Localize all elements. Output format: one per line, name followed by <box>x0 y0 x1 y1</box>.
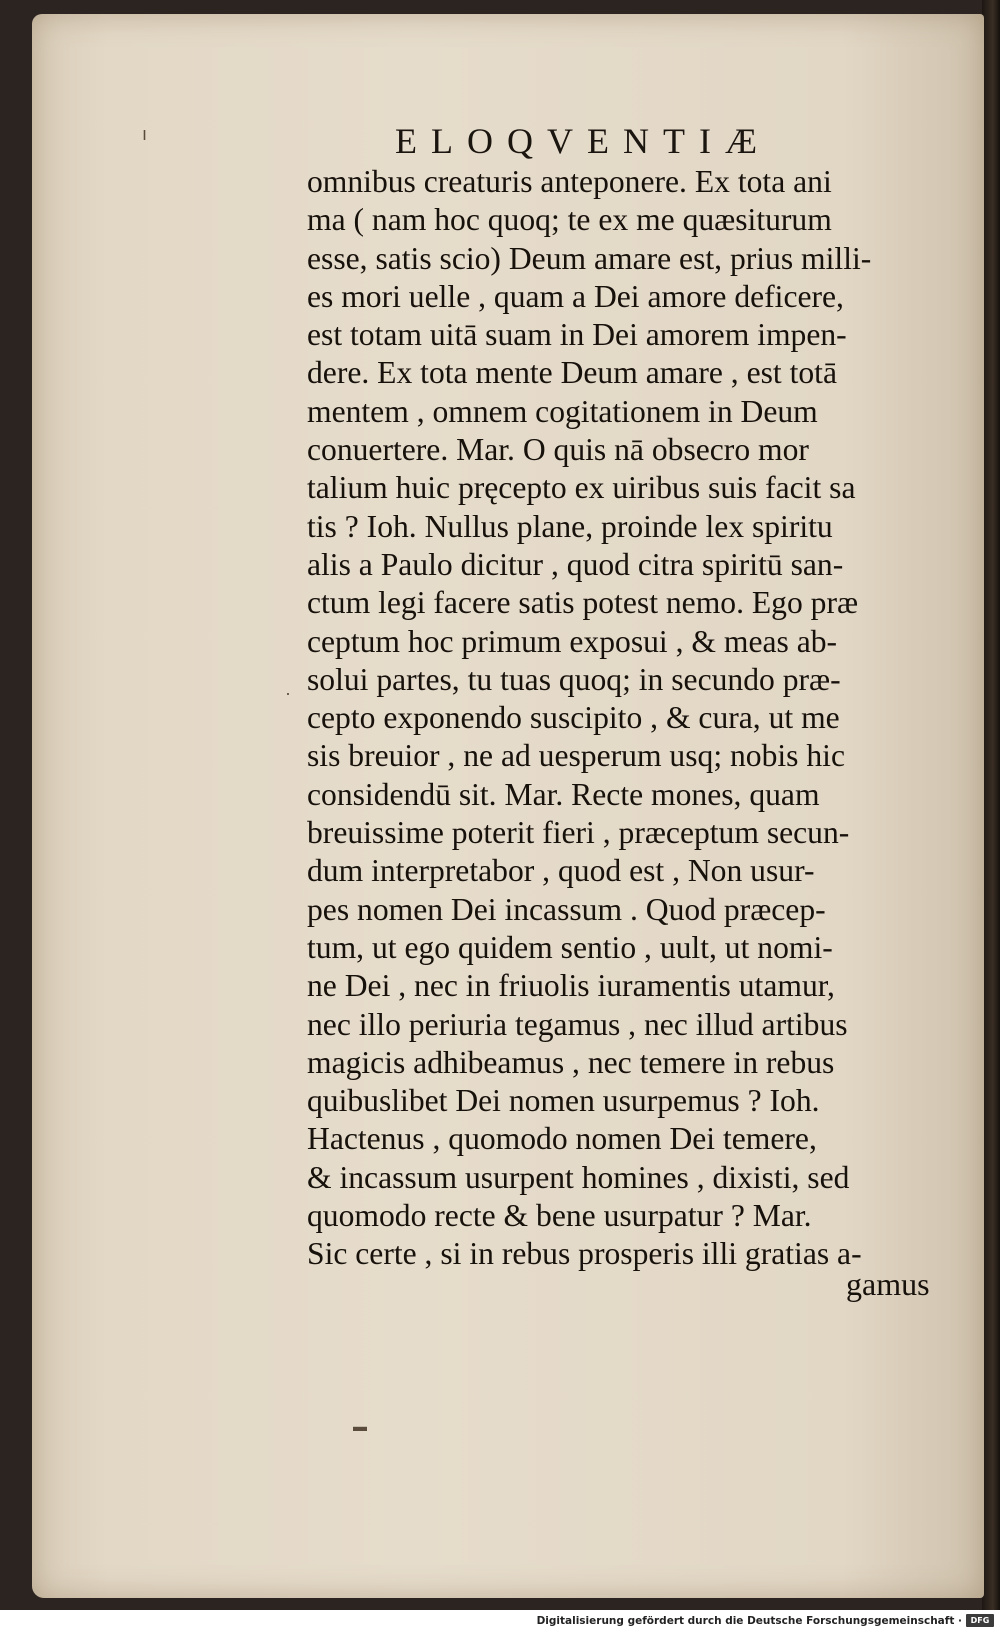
text-line: ne Dei , nec in friuolis iuramentis utamur, <box>307 967 835 1004</box>
margin-mark: ▬ <box>353 1418 367 1434</box>
text-line: conuertere. Mar. O quis nā obsecro mor <box>307 431 809 468</box>
running-head: ELOQVENTIÆ <box>395 121 771 161</box>
catchword: gamus <box>846 1266 930 1302</box>
text-line: quibuslibet Dei nomen usurpemus ? Ioh. <box>307 1082 820 1119</box>
text-line: tum, ut ego quidem sentio , uult, ut nomi- <box>307 928 833 965</box>
body-text <box>307 162 947 1273</box>
text-line: sis breuior , ne ad uesperum usq; nobis hic <box>307 737 845 774</box>
margin-mark: ı <box>142 124 148 144</box>
text-line: mentem , omnem cogitationem in Deum <box>307 392 818 429</box>
text-line: es mori uelle , quam a Dei amore deficere, <box>307 277 844 314</box>
dfg-logo: DFG <box>966 1614 994 1627</box>
book-spine <box>982 0 1000 1610</box>
text-line: Hactenus , quomodo nomen Dei temere, <box>307 1120 817 1157</box>
text-line: dum interpretabor , quod est , Non usur- <box>307 852 815 889</box>
text-line: ma ( nam hoc quoq; te ex me quæsiturum <box>307 201 832 238</box>
text-line: esse, satis scio) Deum amare est, prius milli- <box>307 239 872 276</box>
text-line: Sic certe , si in rebus prosperis illi gratias a- <box>307 1235 862 1272</box>
text-line: cepto exponendo suscipito , & cura, ut me <box>307 699 840 736</box>
margin-mark: · <box>285 683 291 703</box>
text-line: & incassum usurpent homines , dixisti, sed <box>307 1158 850 1195</box>
text-line: est totam uitā suam in Dei amorem impen- <box>307 316 847 353</box>
footer-credit: Digitalisierung gefördert durch die Deutsche Forschungsgemeinschaft · <box>536 1615 962 1627</box>
text-line: alis a Paulo dicitur , quod citra spiritū san- <box>307 545 844 582</box>
text-line: ctum legi facere satis potest nemo. Ego præ <box>307 584 859 621</box>
text-line: magicis adhibeamus , nec temere in rebus <box>307 1043 835 1080</box>
text-line: tis ? Ioh. Nullus plane, proinde lex spiritu <box>307 507 833 544</box>
text-line: quomodo recte & bene usurpatur ? Mar. <box>307 1197 812 1234</box>
text-line: ceptum hoc primum exposui , & meas ab- <box>307 622 838 659</box>
text-line: breuissime poterit fieri , præceptum secun- <box>307 814 850 851</box>
text-line: pes nomen Dei incassum . Quod præcep- <box>307 890 826 927</box>
text-line: talium huic pręcepto ex uiribus suis facit sa <box>307 469 856 506</box>
text-line: nec illo periuria tegamus , nec illud artibus <box>307 1005 848 1042</box>
footer-bar <box>0 1610 1000 1632</box>
text-line: considendū sit. Mar. Recte mones, quam <box>307 775 820 812</box>
text-line: omnibus creaturis anteponere. Ex tota ani <box>307 163 832 199</box>
text-line: solui partes, tu tuas quoq; in secundo præ- <box>307 660 841 697</box>
text-line: dere. Ex tota mente Deum amare , est totā <box>307 354 837 391</box>
